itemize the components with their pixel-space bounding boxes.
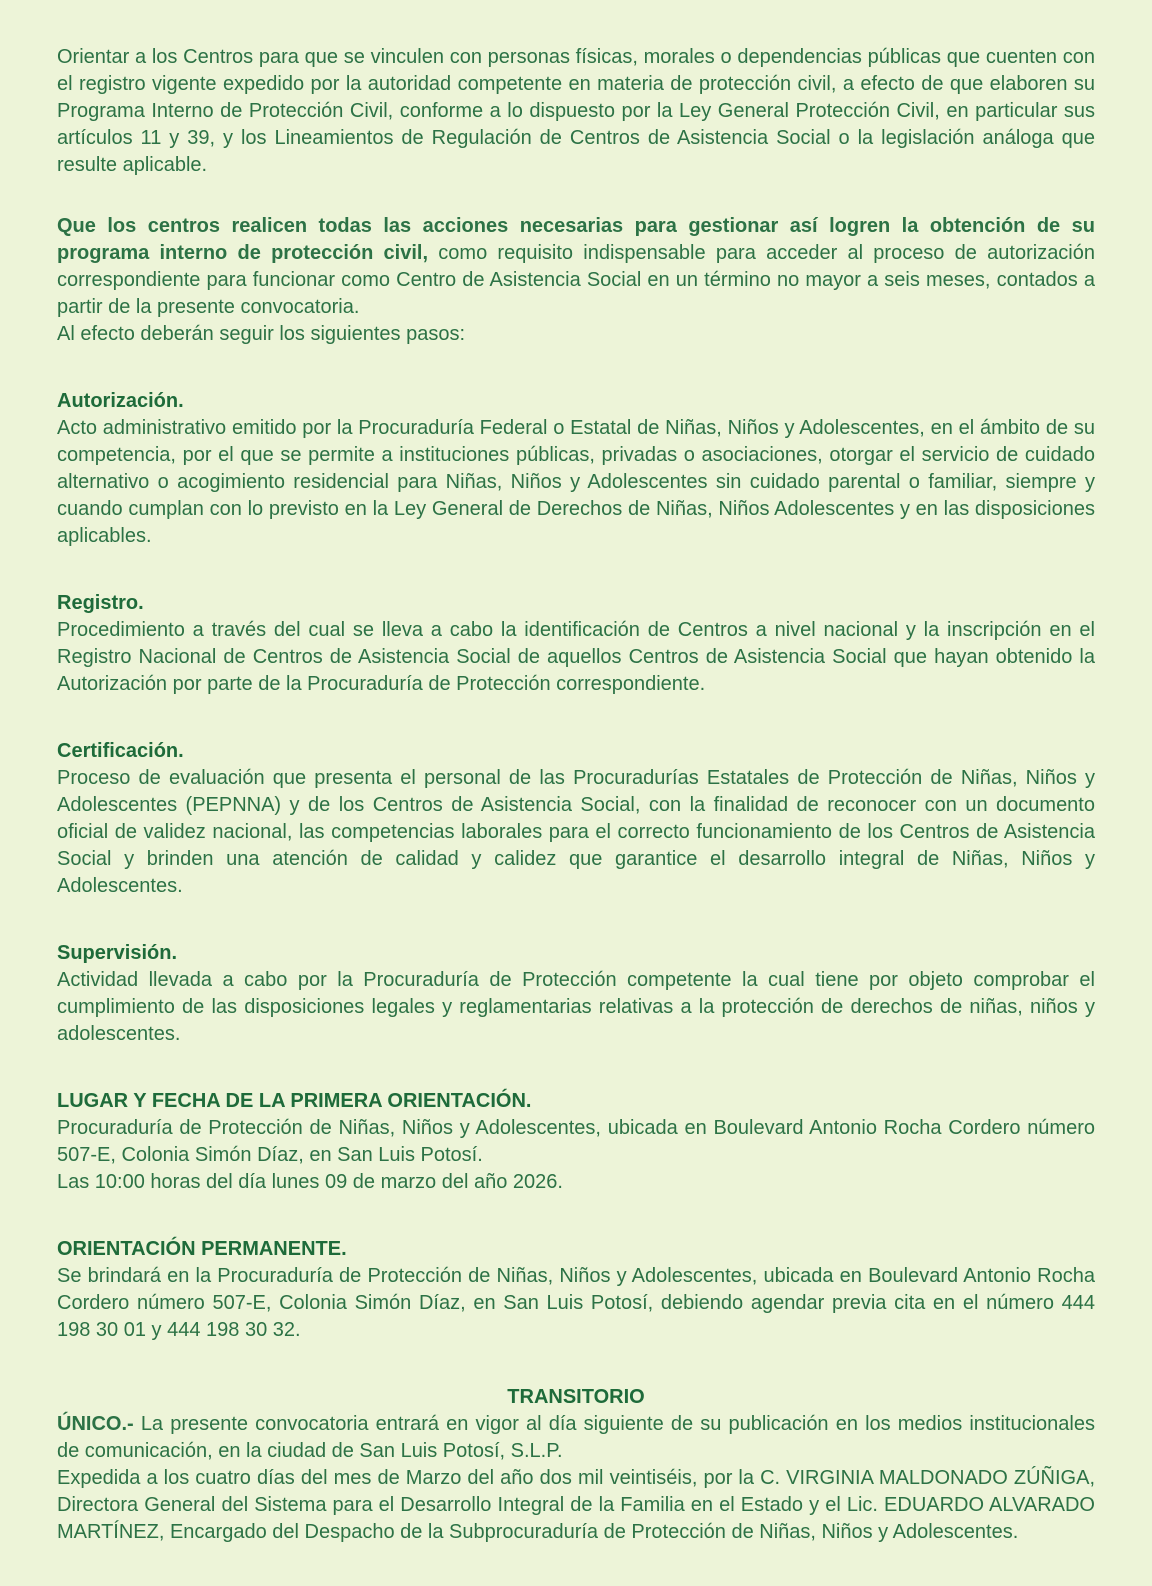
section-body-registro: Procedimiento a través del cual se lleva a cabo la identificación de Centros a nivel nacional y la inscripción en el Registro Nacional de Centros de Asistencia Social de aquellos Centros de Asistencia Social que hayan obtenido la Autorización por parte de la Procuraduría de Protección correspondiente. xyxy=(57,619,1095,695)
section-body-orientacion-permanente: Se brindará en la Procuraduría de Protección de Niñas, Niños y Adolescentes, ubicada en Boulevard Antonio Rocha Cordero número 507-E, Colonia Simón Díaz, en San Luis Potosí, debiendo agendar previa cita en el número 444 198 30 01 y 444 198 30 32. xyxy=(57,1265,1095,1341)
transitorio-heading: TRANSITORIO xyxy=(507,1386,645,1408)
steps-intro-line: Al efecto deberán seguir los siguientes pasos: xyxy=(57,323,466,345)
section-heading-autorizacion: Autorización. xyxy=(57,390,184,412)
mandate-bold-text: Que los centros realicen todas las acciones necesarias para gestionar así logren la obtención de su programa interno de protección civil, xyxy=(57,215,1095,264)
intro-paragraph: Orientar a los Centros para que se vinculen con personas físicas, morales o dependencias públicas que cuenten con el registro vigente expedido por la autoridad competente en materia de protección civil, a efecto de que elaboren su Programa Interno de Protección Civil, conforme a lo dispuesto por la Ley General Protección Civil, en particular sus artículos 11 y 39, y los Lineamientos de Regulación de Centros de Asistencia Social o la legislación análoga que resulte aplicable. xyxy=(57,46,1095,176)
section-body-certificacion: Proceso de evaluación que presenta el personal de las Procuradurías Estatales de Protección de Niñas, Niños y Adolescentes (PEPNNA) y de los Centros de Asistencia Social, con la finalidad de reconocer con un documento oficial de validez nacional, las competencias laborales para el correcto funcionamiento de los Centros de Asistencia Social y brinden una atención de calidad y calidez que garantice el desarrollo integral de Niñas, Niños y Adolescentes. xyxy=(57,767,1095,897)
section-heading-supervision: Supervisión. xyxy=(57,942,178,964)
section-heading-registro: Registro. xyxy=(57,592,144,614)
section-heading-certificacion: Certificación. xyxy=(57,740,184,762)
section-heading-lugar-fecha: LUGAR Y FECHA DE LA PRIMERA ORIENTACIÓN. xyxy=(57,1090,532,1112)
mandate-paragraph xyxy=(57,213,1095,321)
section-heading-orientacion-permanente: ORIENTACIÓN PERMANENTE. xyxy=(57,1238,347,1260)
section-body-supervision: Actividad llevada a cabo por la Procuraduría de Protección competente la cual tiene por objeto comprobar el cumplimiento de las disposiciones legales y reglamentarias relativas a la protección de derechos de niñas, niños y adolescentes. xyxy=(57,969,1095,1045)
unico-label: ÚNICO.- xyxy=(57,1413,134,1435)
expedida-paragraph: Expedida a los cuatro días del mes de Marzo del año dos mil veintiséis, por la C. VIRGINIA MALDONADO ZÚÑIGA, Directora General del Sistema para el Desarrollo Integral de la Familia en el Estado y el Lic. EDUARDO ALVARADO MARTÍNEZ, Encargado del Despacho de la Subprocuraduría de Protección de Niñas, Niños y Adolescentes. xyxy=(57,1467,1095,1543)
mandate-regular-text: como requisito indispensable para acceder al proceso de autorización correspondiente para funcionar como Centro de Asistencia Social en un término no mayor a seis meses, contados a partir de la presente convocatoria. xyxy=(57,242,1096,318)
section-body-lugar-fecha-hora: Las 10:00 horas del día lunes 09 de marzo del año 2026. xyxy=(57,1171,563,1193)
section-body-lugar-fecha-direccion: Procuraduría de Protección de Niñas, Niños y Adolescentes, ubicada en Boulevard Antonio Rocha Cordero número 507-E, Colonia Simón Díaz, en San Luis Potosí. xyxy=(57,1117,1095,1166)
unico-paragraph xyxy=(57,1411,1095,1465)
section-body-autorizacion: Acto administrativo emitido por la Procuraduría Federal o Estatal de Niñas, Niños y Adolescentes, en el ámbito de su competencia, por el que se permite a instituciones públicas, privadas o asociaciones, otorgar el servicio de cuidado alternativo o acogimiento residencial para Niñas, Niños y Adolescentes sin cuidado parental o familiar, siempre y cuando cumplan con lo previsto en la Ley General de Derechos de Niñas, Niños Adolescentes y en las disposiciones aplicables. xyxy=(57,417,1095,547)
unico-text: La presente convocatoria entrará en vigor al día siguiente de su publicación en los medios institucionales de comunicación, en la ciudad de San Luis Potosí, S.L.P. xyxy=(57,1413,1095,1462)
